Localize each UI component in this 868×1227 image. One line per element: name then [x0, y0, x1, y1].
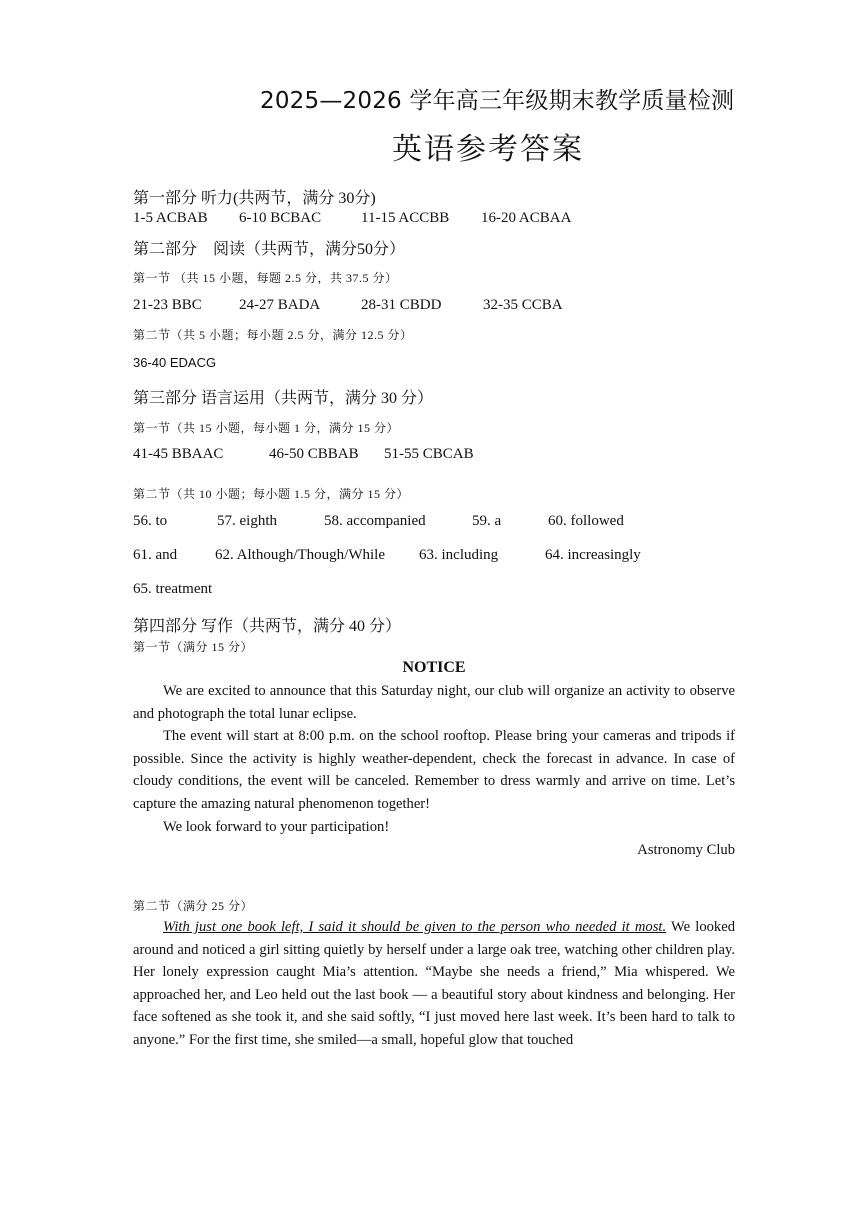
notice-signature: Astronomy Club	[637, 842, 735, 858]
blank-answer: 65. treatment	[133, 581, 213, 597]
answer-group: 16-20 ACBAA	[481, 210, 572, 226]
notice-paragraph: The event will start at 8:00 p.m. on the school rooftop. Please bring your cameras and tripods if possible. Since the activity is highly weather-dependent, check the forecast in advance. In case of cloudy conditions, the event will be canceled. Remember to dress warmly and arrive on time. Let’s capture the amazing natural phenomenon together!	[133, 728, 735, 812]
part3-section1-heading: 第一节（共 15 小题，每小题 1 分，满分 15 分）	[133, 421, 400, 435]
answer-group: 41-45 BBAAC	[133, 446, 224, 462]
continuation-text: We looked around and noticed a girl sitting quietly by herself under a large oak tree, watching other children play. Her lonely expression caught Mia’s attention. “Maybe she needs a friend,” Mia whispered. We approached her, and Leo held out the last book — a beautiful story about kindness and belonging. Her face softened as she took it, and she said softly, “I just moved here last week. It’s been hard to talk to anyone.” For the first time, she smiled—a small, hopeful glow that touched	[133, 919, 735, 1048]
blank-answer: 59. a	[472, 513, 502, 529]
answer-group: 51-55 CBCAB	[384, 446, 474, 462]
blank-answer: 61. and	[133, 547, 178, 563]
blank-answer: 57. eighth	[217, 513, 277, 529]
answer-group: 11-15 ACCBB	[361, 210, 450, 226]
answer-key-title: 英语参考答案	[392, 132, 584, 167]
notice-paragraph: We are excited to announce that this Saturday night, our club will organize an activity to observe and photograph the total lunar eclipse.	[133, 683, 735, 722]
answer-group: 46-50 CBBAB	[269, 446, 359, 462]
blank-answer: 58. accompanied	[324, 513, 426, 529]
answer-group: 28-31 CBDD	[361, 297, 442, 313]
exam-title: 2025—2026 学年高三年级期末教学质量检测	[260, 88, 735, 114]
part2-section2-heading: 第二节（共 5 小题；每小题 2.5 分，满分 12.5 分）	[133, 328, 413, 342]
part3-heading: 第三部分 语言运用（共两节，满分 30 分）	[133, 390, 434, 407]
answer-group: 21-23 BBC	[133, 297, 202, 313]
answer-group: 6-10 BCBAC	[239, 210, 322, 226]
part3-section2-heading: 第二节（共 10 小题；每小题 1.5 分，满分 15 分）	[133, 487, 410, 501]
continuation-paragraph	[133, 916, 735, 1052]
notice-title: NOTICE	[402, 659, 466, 676]
part4-heading: 第四部分 写作（共两节，满分 40 分）	[133, 618, 402, 635]
blank-answer: 62. Although/Though/While	[215, 547, 385, 563]
part4-section1-heading: 第一节（满分 15 分）	[133, 640, 254, 654]
part4-section2-heading: 第二节（满分 25 分）	[133, 899, 254, 913]
answer-group: 24-27 BADA	[239, 297, 321, 313]
blank-answer: 60. followed	[548, 513, 624, 529]
part2-section2-answers: 36-40 EDACG	[133, 355, 217, 370]
answer-group: 32-35 CCBA	[483, 297, 563, 313]
blank-answer: 56. to	[133, 513, 168, 529]
part2-heading: 第二部分 阅读（共两节，满分50分）	[133, 241, 406, 258]
given-lead-sentence: With just one book left, I said it should be given to the person who needed it most.	[163, 919, 667, 935]
notice-paragraph: We look forward to your participation!	[163, 819, 390, 835]
blank-answer: 64. increasingly	[545, 547, 641, 563]
answer-group: 1-5 ACBAB	[133, 210, 208, 226]
blank-answer: 63. including	[419, 547, 499, 563]
part2-section1-heading: 第一节 （共 15 小题，每题 2.5 分，共 37.5 分）	[133, 271, 398, 285]
part1-heading: 第一部分 听力(共两节，满分 30分)	[133, 190, 376, 207]
